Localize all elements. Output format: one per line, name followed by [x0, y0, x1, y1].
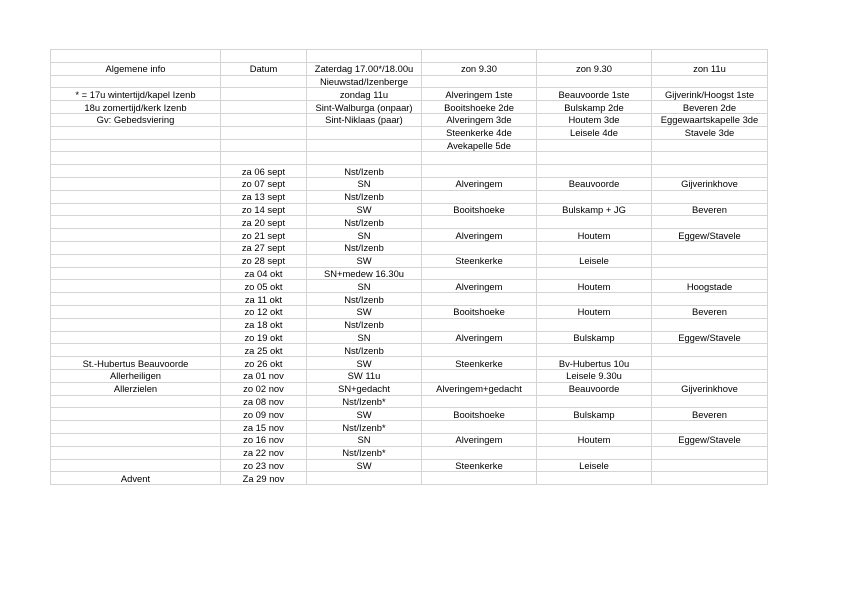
info-cell	[51, 152, 221, 165]
sunday-930-b-cell	[537, 75, 652, 88]
schedule-row	[51, 382, 768, 395]
schedule-row	[51, 190, 768, 203]
sunday-930-a-cell: Alveringem 1ste	[422, 88, 537, 101]
sunday-11u-cell	[652, 459, 768, 472]
schedule-row	[51, 357, 768, 370]
empty-top-row	[51, 50, 768, 63]
sunday-930-b-cell	[537, 446, 652, 459]
sunday-930-a-cell: Steenkerke	[422, 357, 537, 370]
schedule-row	[51, 267, 768, 280]
date-cell: zo 14 sept	[221, 203, 307, 216]
date-cell: za 06 sept	[221, 165, 307, 178]
sunday-11u-cell	[652, 75, 768, 88]
saturday-cell	[307, 472, 422, 485]
sunday-930-b-cell: Bv-Hubertus 10u	[537, 357, 652, 370]
info-cell	[51, 241, 221, 254]
sunday-930-a-cell: Alveringem 3de	[422, 113, 537, 126]
sunday-930-b-cell: Houtem 3de	[537, 113, 652, 126]
info-cell: Allerheiligen	[51, 369, 221, 382]
info-row	[51, 126, 768, 139]
sunday-11u-cell: Beveren	[652, 203, 768, 216]
date-cell: zo 19 okt	[221, 331, 307, 344]
sunday-930-a-cell: Alveringem	[422, 331, 537, 344]
saturday-cell: Nst/Izenb	[307, 344, 422, 357]
date-cell: zo 21 sept	[221, 229, 307, 242]
info-cell	[51, 446, 221, 459]
schedule-row	[51, 459, 768, 472]
saturday-cell: Nst/Izenb	[307, 190, 422, 203]
date-cell: zo 02 nov	[221, 382, 307, 395]
date-cell: za 22 nov	[221, 446, 307, 459]
schedule-row	[51, 433, 768, 446]
saturday-cell: Nst/Izenb*	[307, 421, 422, 434]
sunday-930-b-cell: Bulskamp	[537, 408, 652, 421]
saturday-cell: SW	[307, 459, 422, 472]
saturday-cell: SW	[307, 357, 422, 370]
header-datum: Datum	[221, 62, 307, 75]
info-cell	[51, 344, 221, 357]
sunday-11u-cell	[652, 190, 768, 203]
info-cell	[51, 267, 221, 280]
sunday-11u-cell: Eggew/Stavele	[652, 433, 768, 446]
info-cell: Advent	[51, 472, 221, 485]
sunday-11u-cell: Gijverinkhove	[652, 382, 768, 395]
sunday-930-a-cell: Booitshoeke	[422, 305, 537, 318]
info-row	[51, 113, 768, 126]
schedule-row	[51, 318, 768, 331]
info-row	[51, 101, 768, 114]
sunday-930-b-cell	[537, 318, 652, 331]
sunday-11u-cell: Gijverinkhove	[652, 177, 768, 190]
saturday-cell: Sint-Walburga (onpaar)	[307, 101, 422, 114]
date-cell: zo 23 nov	[221, 459, 307, 472]
sunday-930-a-cell	[422, 421, 537, 434]
sunday-930-a-cell	[422, 216, 537, 229]
saturday-cell: SW	[307, 203, 422, 216]
sunday-930-b-cell	[537, 152, 652, 165]
header-zon-930-a: zon 9.30	[422, 62, 537, 75]
saturday-cell: Nst/Izenb	[307, 165, 422, 178]
schedule-row	[51, 305, 768, 318]
info-cell	[51, 280, 221, 293]
info-cell	[51, 459, 221, 472]
schedule-row	[51, 254, 768, 267]
cell	[51, 50, 221, 63]
date-cell: zo 09 nov	[221, 408, 307, 421]
saturday-cell: SN	[307, 280, 422, 293]
cell	[422, 50, 537, 63]
saturday-cell	[307, 139, 422, 152]
schedule-row	[51, 203, 768, 216]
sunday-930-b-cell	[537, 267, 652, 280]
sunday-930-b-cell: Houtem	[537, 280, 652, 293]
info-cell	[51, 216, 221, 229]
cell	[221, 50, 307, 63]
cell	[307, 50, 422, 63]
info-row	[51, 88, 768, 101]
info-cell	[51, 293, 221, 306]
info-row	[51, 152, 768, 165]
sunday-930-a-cell	[422, 472, 537, 485]
mass-schedule-table	[50, 49, 768, 485]
schedule-row	[51, 331, 768, 344]
sunday-11u-cell	[652, 357, 768, 370]
info-cell	[51, 139, 221, 152]
sunday-930-a-cell: Steenkerke 4de	[422, 126, 537, 139]
schedule-row	[51, 408, 768, 421]
schedule-row	[51, 241, 768, 254]
schedule-row	[51, 395, 768, 408]
sunday-930-b-cell	[537, 395, 652, 408]
sunday-930-b-cell: Bulskamp 2de	[537, 101, 652, 114]
date-cell: za 18 okt	[221, 318, 307, 331]
info-cell	[51, 203, 221, 216]
sunday-930-b-cell	[537, 241, 652, 254]
sunday-930-a-cell	[422, 190, 537, 203]
schedule-row	[51, 293, 768, 306]
saturday-cell: Nieuwstad/Izenberge	[307, 75, 422, 88]
schedule-row	[51, 177, 768, 190]
date-cell	[221, 75, 307, 88]
sunday-11u-cell	[652, 446, 768, 459]
saturday-cell: SN	[307, 331, 422, 344]
sunday-930-a-cell	[422, 344, 537, 357]
sunday-11u-cell	[652, 152, 768, 165]
date-cell: za 11 okt	[221, 293, 307, 306]
sunday-930-a-cell: Booitshoeke	[422, 203, 537, 216]
saturday-cell: SW	[307, 408, 422, 421]
sunday-11u-cell: Eggew/Stavele	[652, 331, 768, 344]
info-cell	[51, 254, 221, 267]
schedule-row	[51, 344, 768, 357]
sunday-11u-cell: Eggewaartskapelle 3de	[652, 113, 768, 126]
cell	[652, 50, 768, 63]
schedule-row	[51, 446, 768, 459]
info-cell	[51, 126, 221, 139]
sunday-930-b-cell	[537, 421, 652, 434]
saturday-cell: SW	[307, 305, 422, 318]
date-cell: za 08 nov	[221, 395, 307, 408]
schedule-row	[51, 229, 768, 242]
date-cell: za 20 sept	[221, 216, 307, 229]
sunday-930-b-cell	[537, 293, 652, 306]
date-cell: za 25 okt	[221, 344, 307, 357]
sunday-930-a-cell	[422, 75, 537, 88]
header-zon-11u: zon 11u	[652, 62, 768, 75]
saturday-cell: SN+gedacht	[307, 382, 422, 395]
info-cell: * = 17u wintertijd/kapel Izenb	[51, 88, 221, 101]
sunday-930-a-cell: Alveringem+gedacht	[422, 382, 537, 395]
sunday-930-b-cell: Bulskamp	[537, 331, 652, 344]
date-cell: zo 26 okt	[221, 357, 307, 370]
info-cell	[51, 408, 221, 421]
sunday-930-b-cell: Houtem	[537, 229, 652, 242]
sunday-11u-cell	[652, 139, 768, 152]
date-cell: za 27 sept	[221, 241, 307, 254]
sunday-930-a-cell: Alveringem	[422, 280, 537, 293]
sunday-11u-cell	[652, 318, 768, 331]
sunday-930-b-cell: Leisele	[537, 459, 652, 472]
sunday-11u-cell: Eggew/Stavele	[652, 229, 768, 242]
date-cell: za 01 nov	[221, 369, 307, 382]
date-cell: zo 16 nov	[221, 433, 307, 446]
info-row	[51, 75, 768, 88]
saturday-cell	[307, 152, 422, 165]
date-cell	[221, 88, 307, 101]
sunday-930-a-cell	[422, 152, 537, 165]
saturday-cell: Nst/Izenb	[307, 293, 422, 306]
info-cell: 18u zomertijd/kerk Izenb	[51, 101, 221, 114]
saturday-cell: SW	[307, 254, 422, 267]
sunday-930-a-cell: Steenkerke	[422, 254, 537, 267]
sunday-11u-cell	[652, 254, 768, 267]
sunday-11u-cell	[652, 293, 768, 306]
date-cell	[221, 126, 307, 139]
sunday-11u-cell: Gijverink/Hoogst 1ste	[652, 88, 768, 101]
info-cell	[51, 421, 221, 434]
sunday-930-a-cell	[422, 267, 537, 280]
saturday-cell: Sint-Niklaas (paar)	[307, 113, 422, 126]
sunday-930-b-cell	[537, 165, 652, 178]
sunday-930-b-cell: Houtem	[537, 305, 652, 318]
sunday-930-a-cell	[422, 369, 537, 382]
date-cell	[221, 101, 307, 114]
info-cell: St.-Hubertus Beauvoorde	[51, 357, 221, 370]
sunday-930-b-cell: Leisele 9.30u	[537, 369, 652, 382]
sunday-930-a-cell: Steenkerke	[422, 459, 537, 472]
info-row	[51, 139, 768, 152]
sunday-930-b-cell: Leisele 4de	[537, 126, 652, 139]
sunday-11u-cell	[652, 472, 768, 485]
sunday-930-a-cell	[422, 318, 537, 331]
date-cell: zo 12 okt	[221, 305, 307, 318]
saturday-cell: SW 11u	[307, 369, 422, 382]
sunday-930-b-cell: Beauvoorde	[537, 382, 652, 395]
schedule-row	[51, 369, 768, 382]
info-cell	[51, 165, 221, 178]
sunday-930-a-cell	[422, 395, 537, 408]
info-cell: Allerzielen	[51, 382, 221, 395]
sunday-930-b-cell	[537, 190, 652, 203]
sunday-930-a-cell	[422, 293, 537, 306]
saturday-cell: SN+medew 16.30u	[307, 267, 422, 280]
sunday-11u-cell: Stavele 3de	[652, 126, 768, 139]
info-cell	[51, 433, 221, 446]
date-cell: zo 05 okt	[221, 280, 307, 293]
date-cell: za 13 sept	[221, 190, 307, 203]
sunday-930-b-cell: Bulskamp + JG	[537, 203, 652, 216]
info-cell: Gv: Gebedsviering	[51, 113, 221, 126]
info-cell	[51, 229, 221, 242]
schedule-row	[51, 280, 768, 293]
sunday-930-b-cell: Houtem	[537, 433, 652, 446]
header-zon-930-b: zon 9.30	[537, 62, 652, 75]
saturday-cell: SN	[307, 177, 422, 190]
sunday-930-b-cell	[537, 472, 652, 485]
sunday-11u-cell	[652, 165, 768, 178]
sunday-930-a-cell: Alveringem	[422, 177, 537, 190]
sunday-11u-cell	[652, 216, 768, 229]
info-cell	[51, 190, 221, 203]
sunday-930-a-cell: Booitshoeke	[422, 408, 537, 421]
header-zaterdag: Zaterdag 17.00*/18.00u	[307, 62, 422, 75]
sunday-11u-cell: Beveren	[652, 305, 768, 318]
saturday-cell: Nst/Izenb	[307, 318, 422, 331]
sunday-930-a-cell: Booitshoeke 2de	[422, 101, 537, 114]
header-row	[51, 62, 768, 75]
header-algemene-info: Algemene info	[51, 62, 221, 75]
info-cell	[51, 318, 221, 331]
sunday-11u-cell: Beveren	[652, 408, 768, 421]
saturday-cell: SN	[307, 229, 422, 242]
saturday-cell: Nst/Izenb	[307, 241, 422, 254]
sunday-930-b-cell	[537, 216, 652, 229]
schedule-row	[51, 472, 768, 485]
saturday-cell: SN	[307, 433, 422, 446]
sunday-930-b-cell	[537, 344, 652, 357]
sunday-11u-cell	[652, 344, 768, 357]
info-cell	[51, 177, 221, 190]
schedule-row	[51, 216, 768, 229]
sunday-11u-cell	[652, 267, 768, 280]
cell	[537, 50, 652, 63]
date-cell: Za 29 nov	[221, 472, 307, 485]
sunday-930-a-cell: Avekapelle 5de	[422, 139, 537, 152]
saturday-cell: Nst/Izenb	[307, 216, 422, 229]
date-cell	[221, 152, 307, 165]
info-cell	[51, 305, 221, 318]
sunday-930-b-cell: Beauvoorde	[537, 177, 652, 190]
info-cell	[51, 75, 221, 88]
sunday-930-b-cell: Beauvoorde 1ste	[537, 88, 652, 101]
sunday-930-b-cell: Leisele	[537, 254, 652, 267]
date-cell: za 04 okt	[221, 267, 307, 280]
sunday-11u-cell: Beveren 2de	[652, 101, 768, 114]
schedule-row	[51, 421, 768, 434]
sunday-11u-cell	[652, 421, 768, 434]
sunday-11u-cell	[652, 241, 768, 254]
sunday-930-a-cell: Alveringem	[422, 433, 537, 446]
date-cell: zo 07 sept	[221, 177, 307, 190]
sunday-11u-cell	[652, 395, 768, 408]
sunday-930-a-cell	[422, 446, 537, 459]
saturday-cell	[307, 126, 422, 139]
saturday-cell: Nst/Izenb*	[307, 395, 422, 408]
sunday-930-a-cell	[422, 241, 537, 254]
sunday-930-b-cell	[537, 139, 652, 152]
sunday-11u-cell: Hoogstade	[652, 280, 768, 293]
date-cell	[221, 113, 307, 126]
date-cell: za 15 nov	[221, 421, 307, 434]
saturday-cell: zondag 11u	[307, 88, 422, 101]
sunday-11u-cell	[652, 369, 768, 382]
info-cell	[51, 395, 221, 408]
schedule-row	[51, 165, 768, 178]
date-cell	[221, 139, 307, 152]
info-cell	[51, 331, 221, 344]
sunday-930-a-cell	[422, 165, 537, 178]
saturday-cell: Nst/Izenb*	[307, 446, 422, 459]
spreadsheet-page	[50, 49, 767, 485]
date-cell: zo 28 sept	[221, 254, 307, 267]
sunday-930-a-cell: Alveringem	[422, 229, 537, 242]
